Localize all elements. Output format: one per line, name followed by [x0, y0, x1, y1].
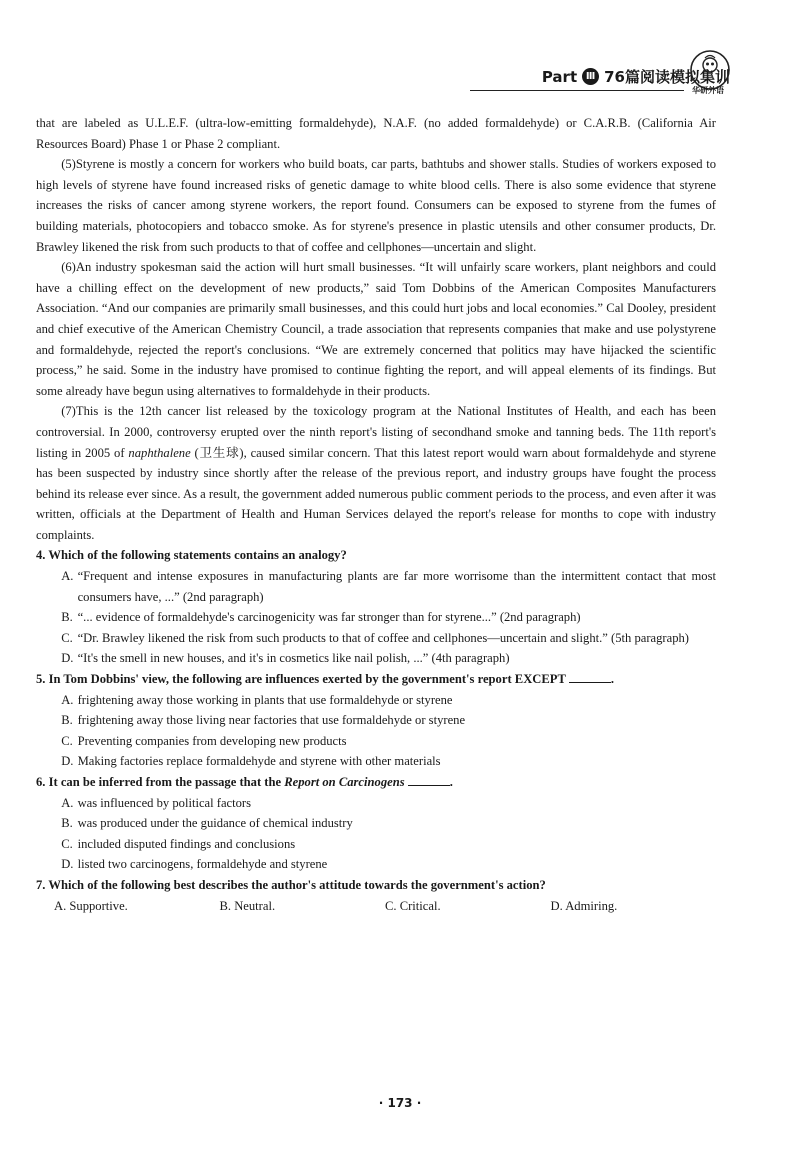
option-text: Making factories replace formaldehyde and styrene with other materials: [77, 754, 441, 769]
question-7-options: [36, 896, 716, 917]
question-4-option-d: [36, 648, 716, 669]
question-7-stem: 7. Which of the following best describes the author's attitude towards the government's action?: [36, 877, 546, 892]
option-text: frightening away those working in plants that use formaldehyde or styrene: [77, 692, 453, 707]
option-letter: C.: [61, 630, 73, 645]
option-text: “It's the smell in new houses, and it's in cosmetics like nail polish, ...” (4th paragraph): [77, 651, 510, 666]
option-text: Preventing companies from developing new products: [77, 733, 347, 748]
option-text: was produced under the guidance of chemical industry: [77, 816, 353, 831]
question-5-option-a: [36, 690, 716, 711]
question-5-option-d: [36, 751, 716, 772]
header-rule: [470, 90, 684, 91]
question-4-option-b: [36, 607, 716, 628]
option-letter: D.: [61, 754, 74, 769]
option-text: listed two carcinogens, formaldehyde and styrene: [77, 857, 328, 872]
section-title: 76篇阅读模拟集训: [604, 68, 730, 86]
question-6-option-d: [36, 854, 716, 875]
option-text: “Frequent and intense exposures in manufacturing plants are far more worrisome than the intermittent contact that most consumers have, ...” (2nd paragraph): [77, 569, 716, 604]
paragraph-7: [36, 401, 716, 545]
option-letter: D.: [61, 857, 74, 872]
option-text: “... evidence of formaldehyde's carcinogenicity was far stronger than for styrene...” (2nd paragraph): [77, 610, 581, 625]
paragraph-continued: that are labeled as U.L.E.F. (ultra-low-emitting formaldehyde), N.A.F. (no added formaldehyde) or C.A.R.B. (California Air Resources Board) Phase 1 or Phase 2 compliant.: [36, 116, 716, 151]
option-letter: B.: [61, 816, 73, 831]
question-4-option-a: [36, 566, 716, 607]
option-letter: B.: [61, 713, 73, 728]
option-letter: D.: [61, 651, 74, 666]
question-4-option-c: [36, 628, 716, 649]
question-5-option-c: [36, 731, 716, 752]
answer-blank: [569, 670, 611, 683]
option-text: was influenced by political factors: [77, 795, 252, 810]
paragraph-5: (5)Styrene is mostly a concern for workers who build boats, car parts, bathtubs and shower stalls. Studies of workers exposed to high levels of styrene have found increased risks of genetic damage to white blood cells. There is also some evidence that styrene increases the risks of cancer among styrene workers, the report found. Consumers can be exposed to styrene from the fumes of building materials, photocopiers and tobacco smoke. As for styrene's presence in plastic utensils and other consumer products, Dr. Brawley likened the risk from such products to that of coffee and cellphones—uncertain and slight.: [36, 157, 716, 254]
option-text: frightening away those living near factories that use formaldehyde or styrene: [77, 713, 466, 728]
paragraph-7-part-b: (卫生球), caused similar concern. That this latest report would warn about formaldehyde and styrene has been suspected by industry since shortly after the release of the previous report, and industry groups have fought the process behind its release ever since. As a result, the government added numerous public comment periods to the process, and even after it was written, officials at the Department of Health and Human Services delayed the report's release for months to cope with industry complaints.: [36, 445, 716, 542]
question-5-stem: 5. In Tom Dobbins' view, the following are influences exerted by the government's report EXCEPT .: [36, 672, 614, 687]
option-letter: B.: [61, 610, 73, 625]
option-text: “Dr. Brawley likened the risk from such products to that of coffee and cellphones—uncertain and slight.” (5th paragraph): [77, 630, 689, 645]
option-letter: A.: [61, 692, 74, 707]
paragraph-6: (6)An industry spokesman said the action will hurt small businesses. “It will unfairly scare workers, plant neighbors and could have a chilling effect on the development of new products,” said Tom Dobbins of the American Composites Manufacturers Association. “And our companies are primarily small businesses, and this could hurt jobs and local economies.” Cal Dooley, president and chief executive of the American Chemistry Council, a trade association that represents companies that make and use polystyrene and formaldehyde, rejected the report's conclusions. “We are extremely concerned that politics may have hijacked the scientific process,” he said. Some in the industry have promised to continue fighting the report, and will appeal elements of its findings. But some already have begun using alternatives to formaldehyde in their products.: [36, 260, 716, 398]
page-content: [36, 113, 716, 916]
naphthalene-term: naphthalene: [128, 445, 191, 460]
question-6-text: 6. It can be inferred from the passage that the: [36, 775, 285, 789]
question-5-option-b: [36, 710, 716, 731]
option-text: included disputed findings and conclusions: [77, 836, 296, 851]
question-7-option-a: A. Supportive.: [54, 898, 128, 913]
paragraph-7-part-a: (7)This is the 12th cancer list released by the toxicology program at the National Institutes of Health, and each has been controversial. In 2000, controversy erupted over the ninth report's listing of secondhand smoke and tanning beds. The 11th report's listing in 2005 of: [36, 404, 716, 460]
question-6-option-b: [36, 813, 716, 834]
question-6-option-a: [36, 793, 716, 814]
question-7-option-d: D. Admiring.: [550, 898, 618, 913]
option-letter: C.: [61, 733, 73, 748]
answer-blank: [408, 773, 450, 786]
part-label: Part: [541, 67, 578, 86]
question-6-stem: 6. It can be inferred from the passage that the Report on Carcinogens .: [36, 775, 453, 789]
option-letter: A.: [61, 569, 74, 584]
part-number-badge: Ⅲ: [582, 68, 599, 85]
page-number: · 173 ·: [378, 1096, 422, 1110]
publisher-logo-text: 华研外语: [692, 86, 724, 95]
question-5-text: 5. In Tom Dobbins' view, the following are influences exerted by the government's report EXCEPT: [36, 672, 566, 687]
question-7-option-b: B. Neutral.: [219, 898, 276, 913]
question-4-stem: 4. Which of the following statements contains an analogy?: [36, 548, 347, 563]
report-title: Report on Carcinogens: [284, 775, 405, 789]
question-6-option-c: [36, 834, 716, 855]
option-letter: C.: [61, 836, 73, 851]
question-7-option-c: C. Critical.: [385, 898, 441, 913]
option-letter: A.: [61, 795, 74, 810]
